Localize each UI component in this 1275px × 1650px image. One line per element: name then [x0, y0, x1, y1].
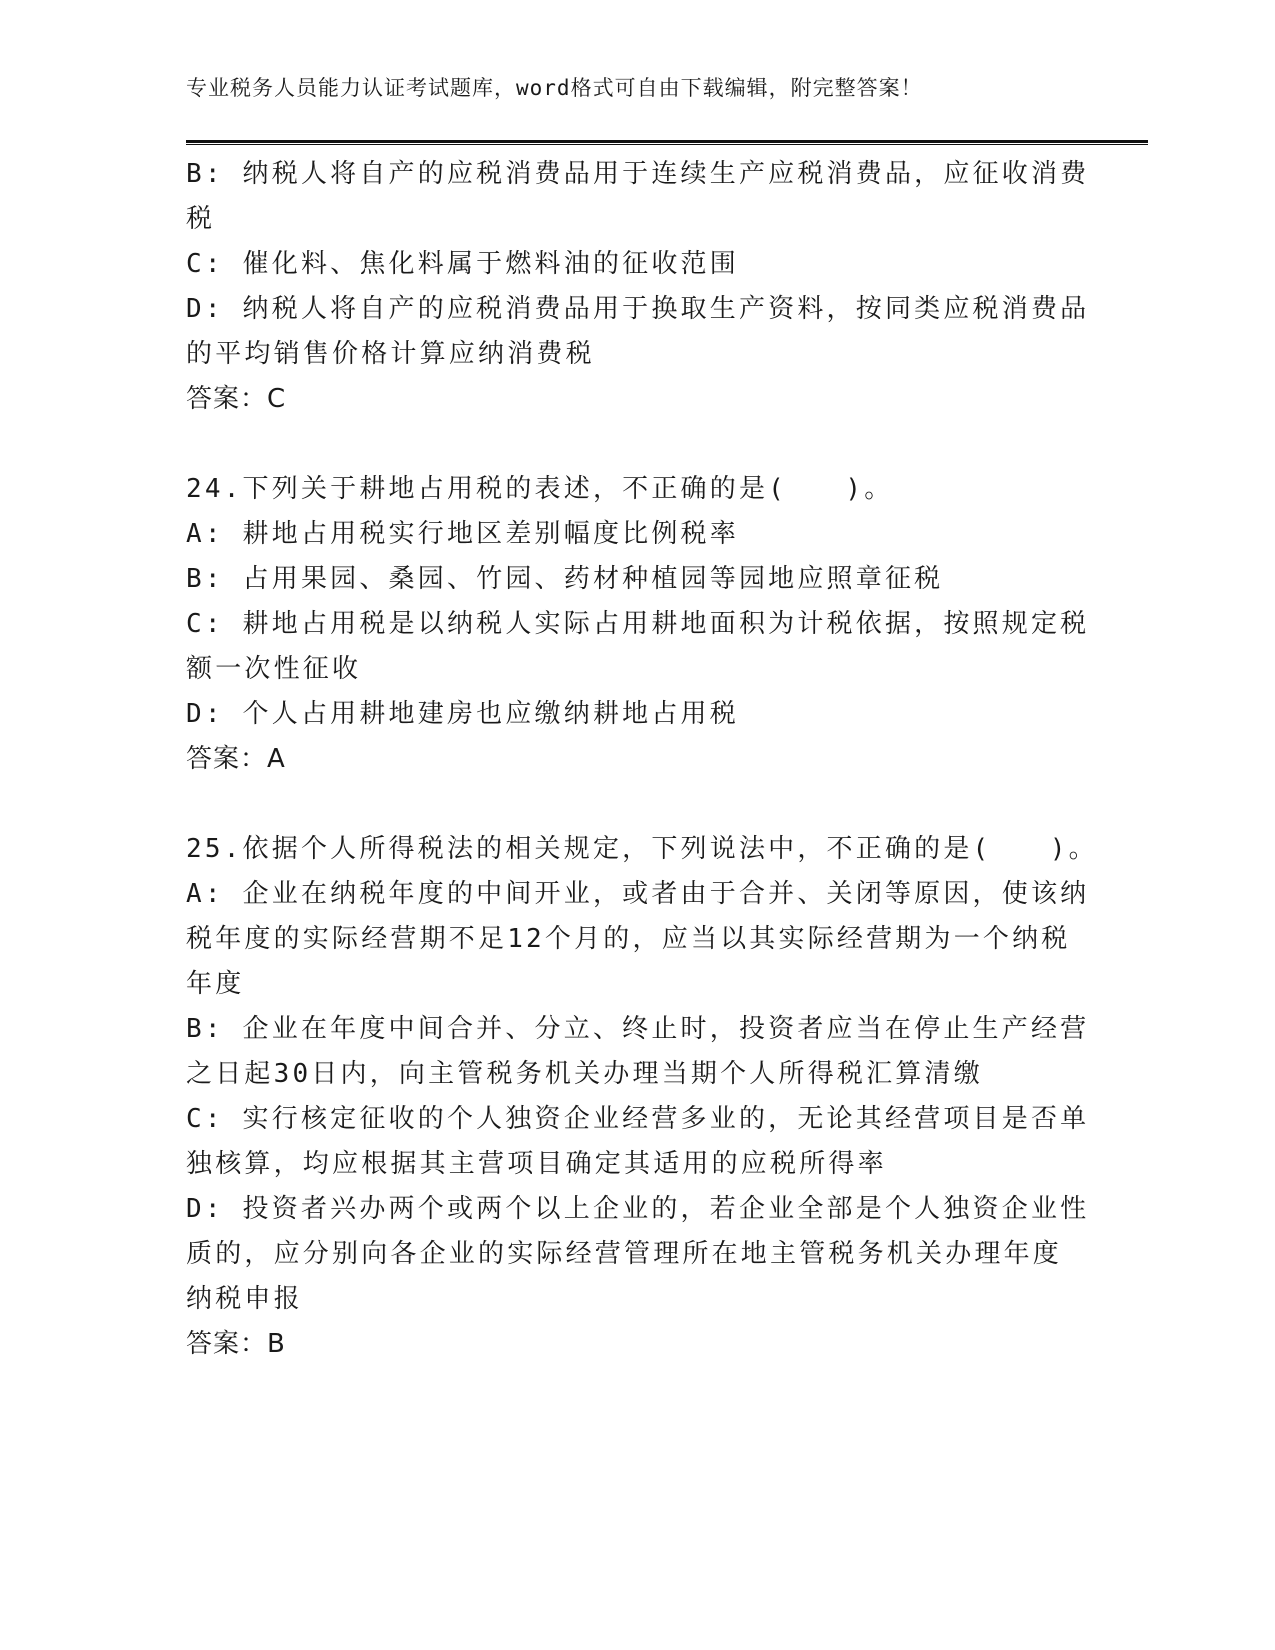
page-header-text: 专业税务人员能力认证考试题库，word格式可自由下载编辑，附完整答案！	[186, 76, 923, 100]
text-line: 质的，应分别向各企业的实际经营管理所在地主管税务机关办理年度	[186, 1239, 1063, 1269]
document-body	[186, 152, 1098, 1367]
text-line: C: 耕地占用税是以纳税人实际占用耕地面积为计税依据，按照规定税	[186, 609, 1090, 639]
text-line: 独核算，均应根据其主营项目确定其适用的应税所得率	[186, 1149, 887, 1179]
text-line: C: 实行核定征收的个人独资企业经营多业的，无论其经营项目是否单	[186, 1104, 1090, 1134]
text-line: D: 纳税人将自产的应税消费品用于换取生产资料，按同类应税消费品	[186, 294, 1090, 324]
text-line: 25.依据个人所得税法的相关规定，下列说法中，不正确的是( )。	[186, 834, 1098, 864]
text-line: 之日起30日内，向主管税务机关办理当期个人所得税汇算清缴	[186, 1059, 983, 1089]
text-line: 税	[186, 204, 216, 234]
text-line: C: 催化料、焦化料属于燃料油的征收范围	[186, 249, 739, 279]
text-line: B: 占用果园、桑园、竹园、药材种植园等园地应照章征税	[186, 564, 944, 594]
text-line: A: 企业在纳税年度的中间开业，或者由于合并、关闭等原因，使该纳	[186, 879, 1090, 909]
answer-line: 答案：A	[186, 744, 286, 774]
answer-line: 答案：C	[186, 384, 287, 414]
text-line: 年度	[186, 969, 245, 999]
text-line: 额一次性征收	[186, 654, 362, 684]
text-line: B: 纳税人将自产的应税消费品用于连续生产应税消费品，应征收消费	[186, 159, 1090, 189]
text-line: A: 耕地占用税实行地区差别幅度比例税率	[186, 519, 739, 549]
blank-line	[186, 422, 1086, 467]
text-line: D: 个人占用耕地建房也应缴纳耕地占用税	[186, 699, 739, 729]
text-line: 纳税申报	[186, 1284, 303, 1314]
text-line: 的平均销售价格计算应纳消费税	[186, 339, 595, 369]
blank-line	[186, 782, 1086, 827]
text-line: 24.下列关于耕地占用税的表述，不正确的是( )。	[186, 474, 894, 504]
text-line: B: 企业在年度中间合并、分立、终止时，投资者应当在停止生产经营	[186, 1014, 1090, 1044]
text-line: D: 投资者兴办两个或两个以上企业的，若企业全部是个人独资企业性	[186, 1194, 1090, 1224]
text-line: 税年度的实际经营期不足12个月的，应当以其实际经营期为一个纳税	[186, 924, 1071, 954]
header-divider	[186, 140, 1148, 145]
answer-line: 答案：B	[186, 1329, 286, 1359]
